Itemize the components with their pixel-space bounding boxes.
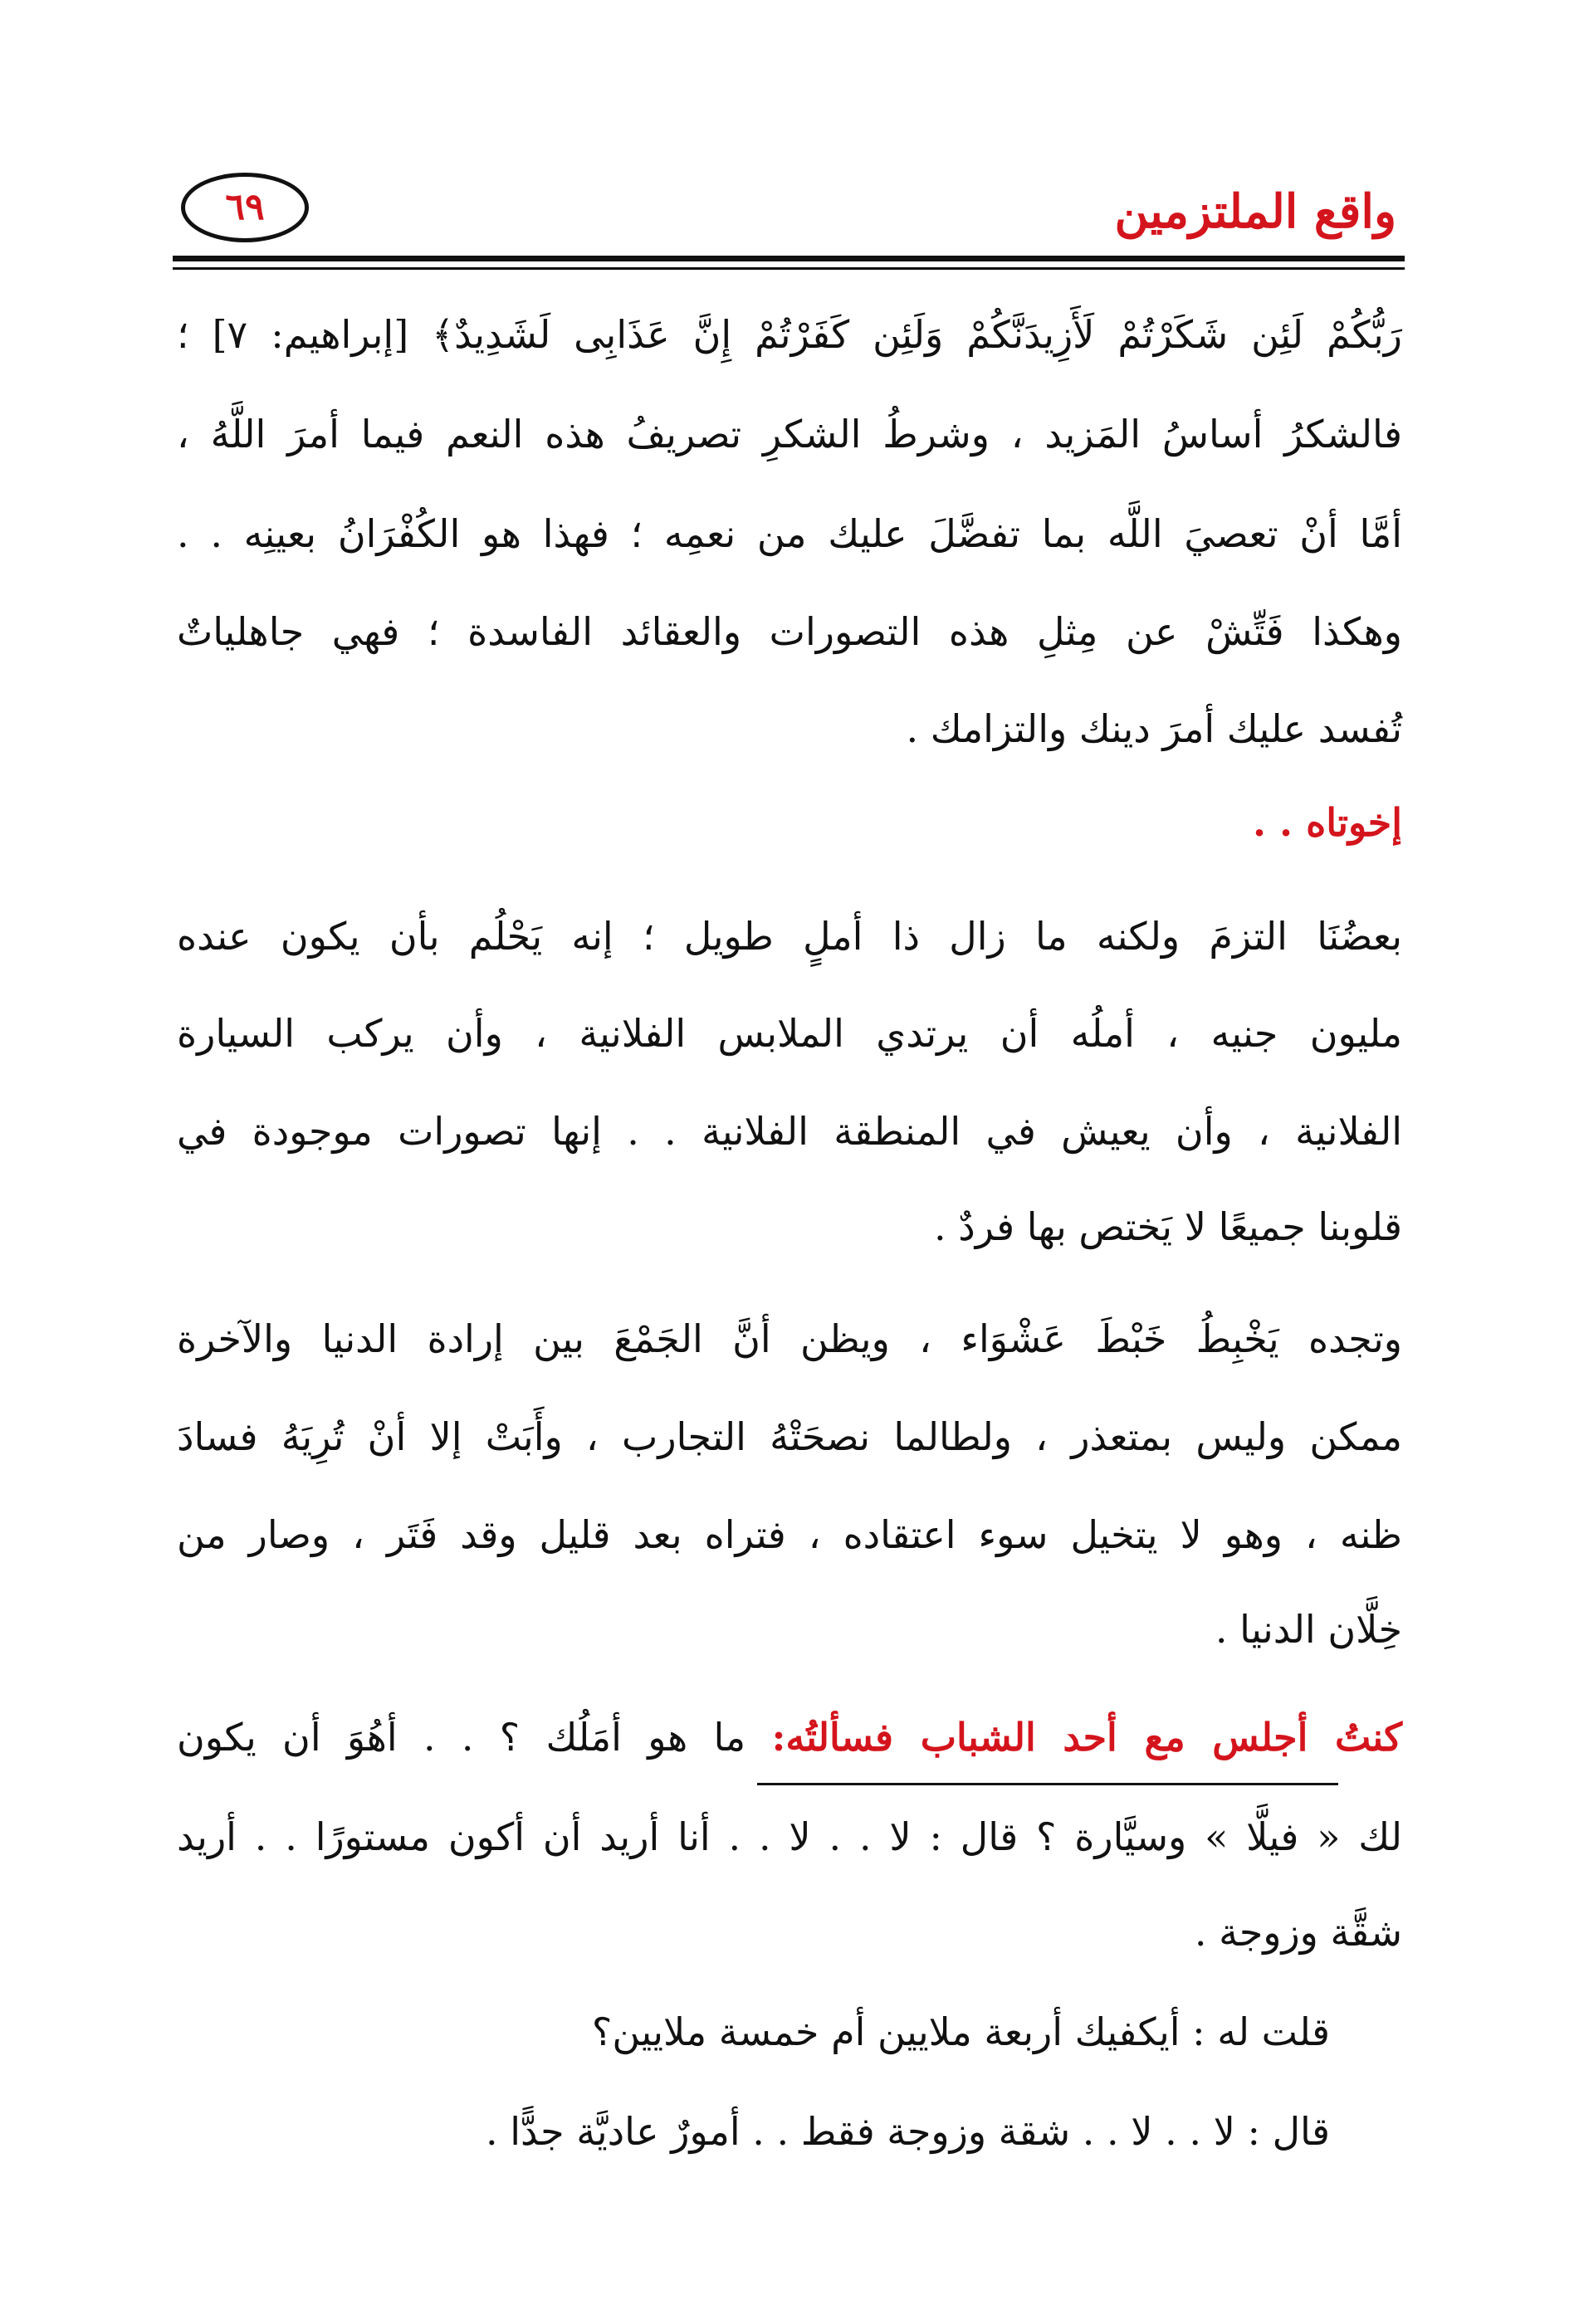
page-number: ٦٩ — [225, 186, 265, 228]
red-lead-underline — [757, 1783, 1338, 1785]
header-rule-thick — [173, 256, 1405, 261]
para2-line4: قلوبنا جميعًا لا يَختص بها فردٌ . — [934, 1204, 1402, 1249]
para4-line1 — [177, 1715, 1402, 1760]
para1-line3: أمَّا أنْ تعصيَ اللَّه بما تفضَّلَ عليك من نعمِه ؛ فهذا هو الكُفْرَانُ بعينِه . . — [177, 511, 1402, 556]
para3-line2: ممكن وليس بمتعذر ، ولطالما نصحَتْهُ التجارب ، وأَبَتْ إلا أنْ تُرِيَهُ فسادَ — [177, 1414, 1402, 1459]
para2-line1: بعضُنَا التزمَ ولكنه ما زال ذا أملٍ طويل ؛ إنه يَحْلُم بأن يكون عنده — [177, 914, 1402, 959]
page-number-oval — [181, 173, 309, 242]
para2-line2: مليون جنيه ، أملُه أن يرتدي الملابس الفلانية ، وأن يركب السيارة — [177, 1011, 1402, 1056]
header-rule-thin — [173, 267, 1405, 270]
para4-red-lead: كنتُ أجلس مع أحد الشباب فسألتُه: — [771, 1715, 1402, 1760]
para4-line3: شقَّة وزوجة . — [1194, 1910, 1402, 1955]
para4-line2: لك « فيلَّا » وسيَّارة ؟ قال : لا . . لا . . أنا أريد أن أكون مستورًا . . أريد — [177, 1814, 1402, 1859]
para1-line5: تُفسد عليك أمرَ دينك والتزامك . — [906, 706, 1402, 751]
para5-line2: قال : لا . . لا . . شقة وزوجة فقط . . أمورٌ عاديَّة جدًّا . — [485, 2109, 1330, 2154]
para5-line1: قلت له : أيكفيك أربعة ملايين أم خمسة ملايين؟ — [591, 2009, 1330, 2054]
para3-line4: خِلَّان الدنيا . — [1215, 1607, 1402, 1652]
para4-line1-rest: ما هو أمَلُك ؟ . . أهُوَ أن يكون — [177, 1715, 772, 1760]
para3-line3: ظنه ، وهو لا يتخيل سوء اعتقاده ، فتراه بعد قليل وقد فَتَر ، وصار من — [177, 1512, 1402, 1557]
para2-line3: الفلانية ، وأن يعيش في المنطقة الفلانية . . إنها تصورات موجودة في — [177, 1109, 1402, 1154]
running-title: واقع الملتزمين — [1114, 184, 1396, 239]
heading-brothers: إخوتاه . . — [1253, 800, 1402, 845]
para1-line2: فالشكرُ أساسُ المَزيد ، وشرطُ الشكرِ تصريفُ هذه النعم فيما أمرَ اللَّهُ ، — [177, 412, 1402, 456]
para1-line1: رَبُّكُمْ لَئِن شَكَرْتُمْ لَأَزِيدَنَّكُمْ وَلَئِن كَفَرْتُمْ إِنَّ عَذَابِى لَشَدِيدٌ﴾ [إبراهيم: ٧] ؛ — [177, 312, 1402, 357]
para3-line1: وتجده يَخْبِطُ خَبْطَ عَشْوَاء ، ويظن أنَّ الجَمْعَ بين إرادة الدنيا والآخرة — [177, 1316, 1402, 1361]
para1-line4: وهكذا فَتِّشْ عن مِثلِ هذه التصورات والعقائد الفاسدة ؛ فهي جاهلياتٌ — [177, 609, 1402, 654]
